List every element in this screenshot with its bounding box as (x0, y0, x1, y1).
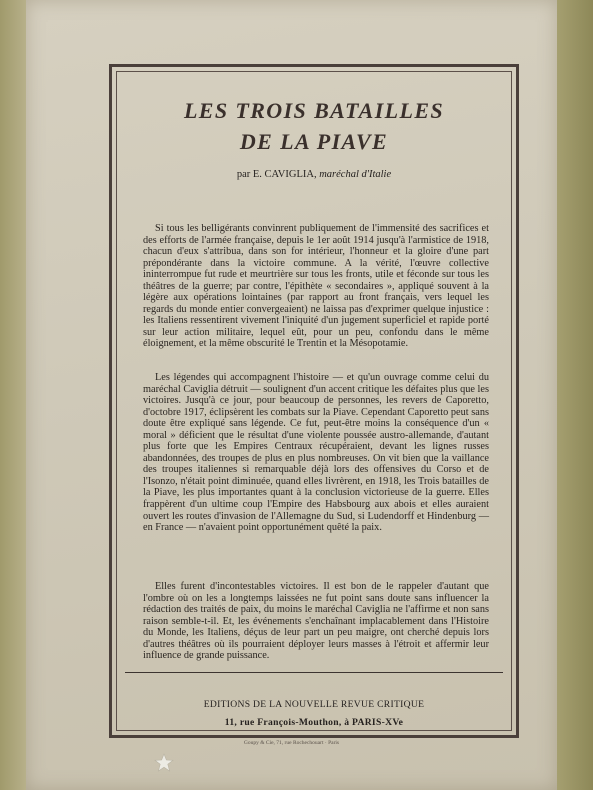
publisher-name: EDITIONS DE LA NOUVELLE REVUE CRITIQUE (203, 699, 425, 710)
description-paragraph-1: Si tous les belligérants convinrent publiquement de l'immensité des sacrifices et des efforts de l'armée française, depuis le 1er août 1914 jusqu'à l'armistice de 1918, chacun d'eux s'attribua, dans son for intérieur, l'honneur et la gloire d'une part prépondérante dans la victoire commune. A la vérité, l'œuvre collective ininterrompue fut rude et meurtrière sur tous les fronts, utile et féconde sur tous les théâtres de la guerre; par contre, l'épithète « secondaires », appliqué souvent à la légère aux opérations lointaines (par rapport au front français, vers lequel les regards du monde entier convergeaient) ne laissa pas d'exprimer quelque injustice : les Italiens ressentirent vivement l'iniquité d'un jugement superficiel et rapide porté sur leur action militaire, lequel eût, pour un peu, confondu dans le même éloignement, et la même obscurité le Trentin et la Mésopotamie. (143, 223, 489, 350)
background-right (557, 0, 593, 790)
description-paragraph-2: Les légendes qui accompagnent l'histoire — et qu'un ouvrage comme celui du maréchal Caviglia détruit — soulignent d'un accent critique les défaites plus que les victoires. Jusqu'à ce jour, pour beaucoup de personnes, les revers de Caporetto, d'octobre 1917, éclipsèrent les combats sur la Piave. Cependant Caporetto peut sans doute être expliqué sans légende. Ce fut, peut-être moins la conséquence d'un « moral » déficient que le résultat d'une violente poussée austro-allemande, d'autant plus forte que les Empires Centraux récupéraient, devant les lignes russes abandonnées, des troupes de plus en plus nombreuses. On vit bien que la vaillance des troupes italiennes si remarquable déjà lors des offensives du Corso et de l'Isonzo, n'était point diminuée, quand elles livrèrent, en 1918, les Trois batailles de la Piave, les plus importantes quant à la conclusion victorieuse de la guerre. Elles frappèrent d'un ultime coup l'Empire des Habsbourg aux abois et elles auraient ouvert les routes d'invasion de l'Allemagne du Sud, si Ludendorff et Hindenburg — en France — n'avaient point opportunément quêté la paix. (143, 372, 489, 534)
star-stamp-icon (154, 753, 174, 773)
book-title-line-2: DE LA PIAVE (239, 129, 389, 154)
divider-rule (125, 672, 503, 673)
author-name: par E. CAVIGLIA, (236, 169, 320, 180)
printer-imprint: Goupy & Cie, 71, rue Rochechouart · Paris (243, 740, 340, 746)
publisher-address: 11, rue François-Mouthon, à PARIS-XVe (224, 717, 404, 728)
description-paragraph-3: Elles furent d'incontestables victoires. Il est bon de le rappeler d'autant que l'ombre où on les a longtemps laissées ne fut point sans doute sans influencer la rédaction des traités de paix, du moins le maréchal Caviglia ne l'affirme et non sans raison semble-t-il. Et, les événements s'enchaînant implacablement dans l'Histoire du Monde, les Italiens, déçus de leur part un peu maigre, ont cherché depuis lors d'autres théâtres où ils pourraient déployer leurs masses à l'étroit et affermir leur influence de grande puissance. (143, 581, 489, 662)
background-left (0, 0, 26, 790)
author-byline (117, 169, 511, 180)
inner-frame (116, 71, 512, 731)
author-role: maréchal d'Italie (319, 169, 392, 180)
book-title-line-1: LES TROIS BATAILLES (183, 98, 445, 123)
decorative-frame (109, 64, 519, 738)
book-back-cover (26, 0, 557, 790)
